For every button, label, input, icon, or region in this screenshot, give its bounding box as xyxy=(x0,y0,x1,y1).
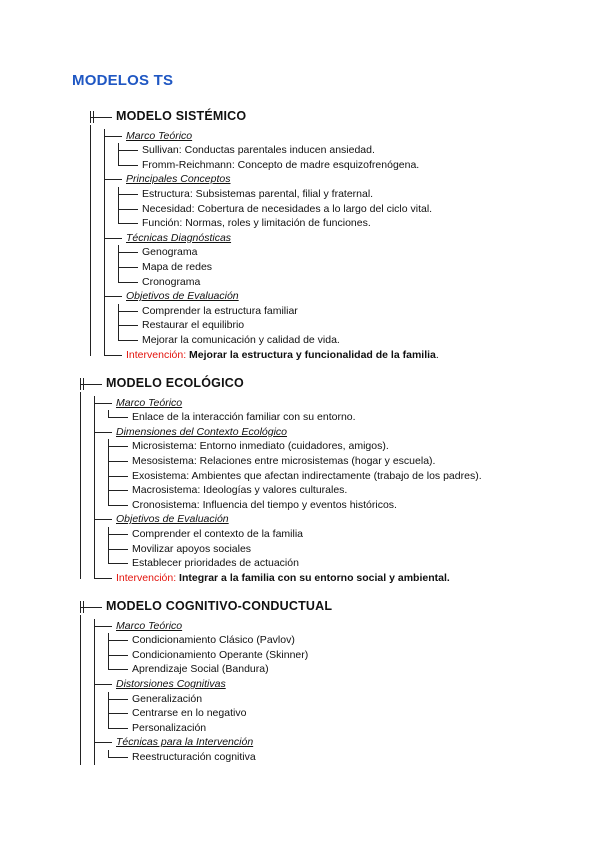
tree-branch xyxy=(108,461,128,462)
list-item: Restaurar el equilibrio xyxy=(142,319,245,332)
tree-branch xyxy=(94,721,95,736)
section-label: Marco Teórico xyxy=(126,129,193,142)
tree-branch xyxy=(83,378,84,390)
tree-branch xyxy=(108,699,128,700)
tree-branch xyxy=(118,311,138,312)
section-label: Marco Teórico xyxy=(116,396,183,409)
tree-branch xyxy=(104,275,105,290)
tree-branch xyxy=(118,150,138,151)
list-item: Comprender la estructura familiar xyxy=(142,304,298,317)
tree-branch xyxy=(94,469,95,484)
list-item: Exosistema: Ambientes que afectan indirectamente (trabajo de los padres). xyxy=(132,469,482,482)
list-item: Personalización xyxy=(132,721,207,734)
tree-branch xyxy=(104,318,105,333)
list-item: Centrarse en lo negativo xyxy=(132,707,247,720)
tree-branch xyxy=(94,626,112,627)
tree-branch xyxy=(118,340,138,341)
tree-branch xyxy=(108,728,128,729)
tree-branch xyxy=(104,304,105,319)
tree-branch xyxy=(94,403,112,404)
tree-branch xyxy=(94,684,112,685)
tree-branch xyxy=(104,245,105,260)
list-item: Fromm-Reichmann: Concepto de madre esquizofrenógena. xyxy=(142,158,420,171)
tree-branch xyxy=(104,187,105,202)
list-item: Mapa de redes xyxy=(142,261,213,273)
tree-branch xyxy=(94,648,95,663)
section-label: Principales Conceptos xyxy=(126,173,231,186)
list-item: Cronosistema: Influencia del tiempo y eventos históricos. xyxy=(132,498,397,511)
tree-branch xyxy=(108,713,128,714)
tree-branch xyxy=(118,209,138,210)
tree-branch xyxy=(104,136,122,137)
tree-branch xyxy=(108,417,128,418)
section-label: Técnicas para la Intervención xyxy=(116,736,254,749)
list-item: Comprender el contexto de la familia xyxy=(132,528,304,540)
list-item: Genograma xyxy=(142,246,198,259)
tree-branch xyxy=(94,527,95,542)
tree-branch xyxy=(108,534,128,535)
tree-branch xyxy=(94,662,95,677)
tree-branch xyxy=(94,556,95,571)
list-item: Enlace de la interacción familiar con su entorno. xyxy=(132,411,356,424)
tree-branch xyxy=(118,194,138,195)
tree-branch xyxy=(104,260,105,275)
tree-branch xyxy=(118,325,138,326)
tree-branch xyxy=(108,505,128,506)
tree-branch xyxy=(108,640,128,641)
list-item: Sullivan: Conductas parentales inducen ansiedad. xyxy=(142,144,375,157)
list-item: Condicionamiento Operante (Skinner) xyxy=(132,648,309,661)
list-item: Reestructuración cognitiva xyxy=(132,751,256,763)
section-label: Dimensiones del Contexto Ecológico xyxy=(116,425,288,438)
section-label: Distorsiones Cognitivas xyxy=(116,678,226,690)
section-label: Objetivos de Evaluación xyxy=(126,290,239,303)
model-heading: MODELO ECOLÓGICO xyxy=(106,376,244,390)
tree-branch xyxy=(118,252,138,253)
tree-branch xyxy=(94,692,95,707)
list-item: Condicionamiento Clásico (Pavlov) xyxy=(132,634,295,647)
tree-branch xyxy=(94,439,95,454)
tree-branch xyxy=(94,483,95,498)
list-item: Cronograma xyxy=(142,275,201,288)
list-item: Microsistema: Entorno inmediato (cuidadores, amigos). xyxy=(132,440,389,453)
intervention-text: Integrar a la familia con su entorno social y ambiental. xyxy=(179,571,450,584)
intervention-suffix: . xyxy=(435,348,439,361)
tree-branch xyxy=(104,216,105,231)
intervention-line xyxy=(116,571,450,585)
tree-branch xyxy=(108,669,128,670)
page-title: MODELOS TS xyxy=(72,72,174,89)
intervention-label: Intervención: xyxy=(126,348,187,361)
tree-branch xyxy=(104,158,105,173)
tree-branch xyxy=(108,490,128,491)
tree-branch xyxy=(94,542,95,557)
tree-branch xyxy=(94,519,112,520)
tree-branch xyxy=(108,446,128,447)
section-label: Técnicas Diagnósticas xyxy=(126,231,232,244)
tree-branch xyxy=(104,143,105,158)
model-heading: MODELO COGNITIVO-CONDUCTUAL xyxy=(106,599,333,613)
tree-branch xyxy=(94,498,95,513)
tree-branch xyxy=(94,410,95,425)
tree-branch xyxy=(104,202,105,217)
tree-branch xyxy=(94,750,95,765)
tree-branch xyxy=(104,355,122,356)
list-item: Necesidad: Cobertura de necesidades a lo largo del ciclo vital. xyxy=(142,202,433,215)
model-heading: MODELO SISTÉMICO xyxy=(116,109,247,123)
list-item: Mejorar la comunicación y calidad de vida. xyxy=(142,334,340,346)
tree-branch xyxy=(118,165,138,166)
tree-branch xyxy=(80,615,81,765)
tree-branch xyxy=(94,454,95,469)
tree-branch xyxy=(80,392,81,579)
list-item: Establecer prioridades de actuación xyxy=(132,557,299,570)
list-item: Macrosistema: Ideologías y valores culturales. xyxy=(132,484,348,497)
tree-branch xyxy=(94,578,112,579)
tree-branch xyxy=(108,549,128,550)
tree-branch xyxy=(90,125,91,356)
list-item: Movilizar apoyos sociales xyxy=(132,542,252,555)
list-item: Generalización xyxy=(132,692,203,705)
tree-branch xyxy=(108,655,128,656)
list-item: Mesosistema: Relaciones entre microsistemas (hogar y escuela). xyxy=(132,455,436,467)
tree-branch xyxy=(104,238,122,239)
tree-branch xyxy=(93,111,94,123)
list-item: Función: Normas, roles y limitación de funciones. xyxy=(142,217,371,230)
tree-branch xyxy=(108,757,128,758)
tree-branch xyxy=(83,601,84,613)
intervention-label: Intervención: xyxy=(116,571,177,584)
list-item: Aprendizaje Social (Bandura) xyxy=(132,663,269,676)
tree-branch xyxy=(118,223,138,224)
tree-branch xyxy=(118,282,138,283)
section-label: Marco Teórico xyxy=(116,619,183,632)
tree-branch xyxy=(94,432,112,433)
tree-branch xyxy=(94,742,112,743)
list-item: Estructura: Subsistemas parental, filial y fraternal. xyxy=(142,188,374,200)
intervention-text: Mejorar la estructura y funcionalidad de la familia xyxy=(189,348,436,361)
tree-branch xyxy=(118,267,138,268)
tree-branch xyxy=(108,563,128,564)
section-label: Objetivos de Evaluación xyxy=(116,513,229,526)
tree-branch xyxy=(104,179,122,180)
tree-branch xyxy=(108,476,128,477)
intervention-line xyxy=(126,348,439,362)
tree-branch xyxy=(94,706,95,721)
tree-branch xyxy=(104,296,122,297)
tree-branch xyxy=(94,633,95,648)
tree-branch xyxy=(104,333,105,348)
